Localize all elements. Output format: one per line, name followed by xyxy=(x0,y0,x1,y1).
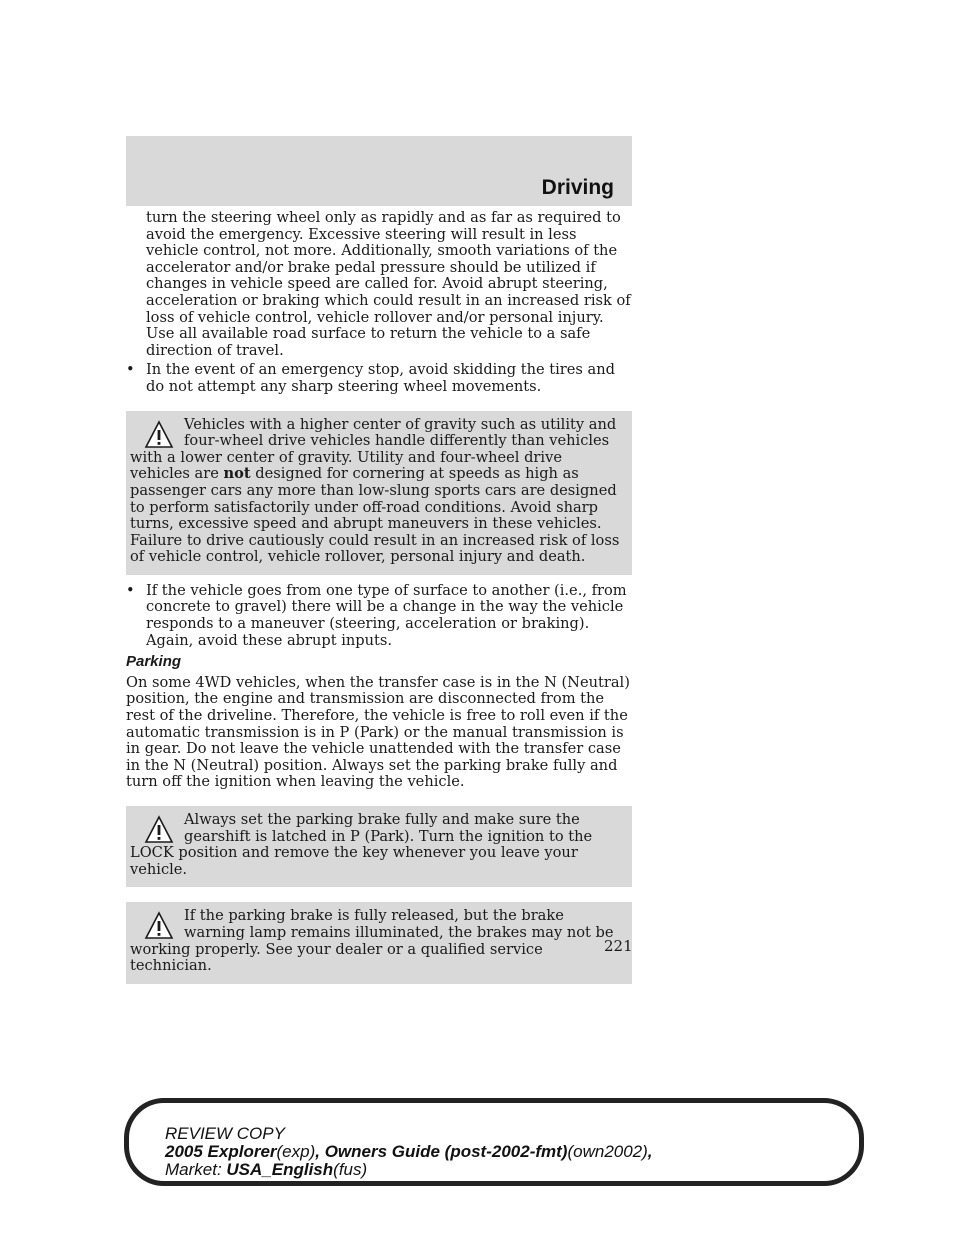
footer-market-line xyxy=(165,1161,653,1179)
footer-separator: , xyxy=(315,1142,325,1161)
footer-guide-code: (own2002) xyxy=(567,1142,648,1161)
bullet-mark: • xyxy=(126,361,135,379)
warning-emphasis: not xyxy=(223,465,251,483)
bullet-item xyxy=(126,362,632,395)
warning-box xyxy=(126,806,632,887)
warning-triangle-icon xyxy=(144,420,174,450)
bullet-text: If the vehicle goes from one type of surface to another (i.e., from concrete to gravel) there will be a change in the way the vehicle responds to a maneuver (steering, acceleration or braking). Again, avoid these abrupt inputs. xyxy=(146,581,627,649)
warning-text-part: Vehicles with a higher center of gravity such as utility and four-wheel drive vehicles handle differently than vehicles with a lower center of gravity. Utility and four-wheel drive vehicles are xyxy=(130,415,617,483)
footer-market: USA_English xyxy=(226,1160,334,1179)
page-content xyxy=(126,210,632,992)
footer-model-line xyxy=(165,1143,653,1161)
footer-model-code: (exp) xyxy=(276,1142,316,1161)
bullet-text: In the event of an emergency stop, avoid skidding the tires and do not attempt any sharp steering wheel movements. xyxy=(146,361,615,395)
warning-text-part: designed for cornering at speeds as high as passenger cars any more than low-slung sports cars are designed to perform satisfactorily under off-road conditions. Avoid sharp turns, excessive speed and abrupt maneuvers in these vehicles. Failure to drive cautiously could result in an increased risk of loss of vehicle control, vehicle rollover, personal injury and death. xyxy=(130,465,620,566)
section-title: Driving xyxy=(541,176,614,199)
page-number: 221 xyxy=(604,937,633,955)
footer-guide: Owners Guide (post-2002-fmt) xyxy=(324,1142,568,1161)
warning-box xyxy=(126,411,632,575)
footer-market-label: Market: xyxy=(165,1160,227,1179)
bullet-item xyxy=(126,583,632,649)
warning-triangle-icon xyxy=(144,815,174,845)
footer-review-info xyxy=(165,1125,653,1179)
warning-text: Always set the parking brake fully and make sure the gearshift is latched in P (Park). Turn the ignition to the LOCK position and remove the key whenever you leave your vehicle. xyxy=(130,811,593,878)
warning-triangle-icon xyxy=(144,911,174,941)
parking-heading: Parking xyxy=(126,653,182,671)
warning-text: If the parking brake is fully released, but the brake warning lamp remains illuminated, the brakes may not be working properly. See your dealer or a qualified service technician. xyxy=(130,907,614,975)
footer-separator: , xyxy=(647,1142,653,1161)
warning-text xyxy=(130,417,626,566)
continuation-paragraph: turn the steering wheel only as rapidly and as far as required to avoid the emergency. Excessive steering will result in less vehicle control, not more. Additionally, smooth variations of the accelerator and/or brake pedal pressure should be utilized if changes in vehicle speed are called for. Avoid abrupt steering, acceleration or braking which could result in an increased risk of loss of vehicle control, vehicle rollover and/or personal injury. Use all available road surface to return the vehicle to a safe direction of travel. xyxy=(146,209,631,359)
footer-model: 2005 Explorer xyxy=(165,1142,277,1161)
warning-box xyxy=(126,902,632,983)
footer-market-code: (fus) xyxy=(333,1160,368,1179)
bullet-mark: • xyxy=(126,581,135,599)
parking-paragraph: On some 4WD vehicles, when the transfer case is in the N (Neutral) position, the engine and transmission are disconnected from the rest of the driveline. Therefore, the vehicle is free to roll even if the automatic transmission is in P (Park) or the manual transmission is in gear. Do not leave the vehicle unattended with the transfer case in the N (Neutral) position. Always set the parking brake fully and turn off the ignition when leaving the vehicle. xyxy=(126,673,630,791)
footer-review-copy: REVIEW COPY xyxy=(165,1124,285,1143)
header-band xyxy=(126,136,632,206)
